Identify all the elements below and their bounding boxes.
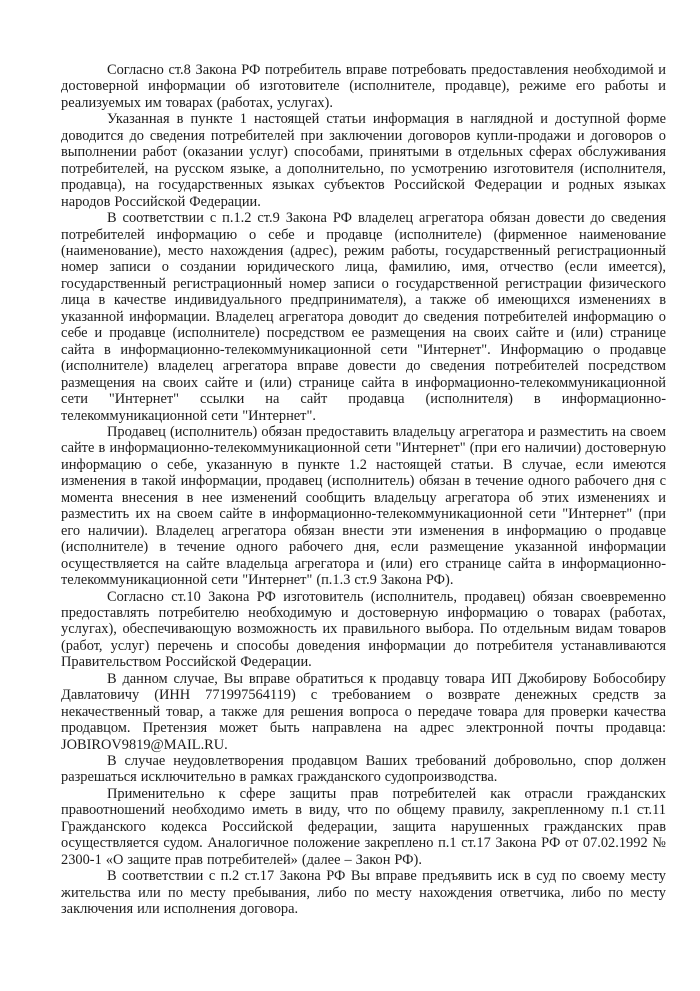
paragraph-law-art17: В соответствии с п.2 ст.17 Закона РФ Вы вправе предъявить иск в суд по своему месту жительства или по месту пребывания, либо по месту нахождения ответчика, либо по месту заключения или исполнения договора. [61,868,666,918]
paragraph-law-art8: Согласно ст.8 Закона РФ потребитель вправе потребовать предоставления необходимой и достоверной информации об изготовителе (исполнителе, продавце), режиме его работы и реализуемых им товарах (работах, услугах). [61,62,666,111]
paragraph-aggregator-duty: В соответствии с п.1.2 ст.9 Закона РФ владелец агрегатора обязан довести до сведения потребителей информацию о себе и продавце (исполнителе) (фирменное наименование (наименование), место нахождения (адрес), режим работы, государственный регистрационный номер записи о создании юридического лица, фамилию, имя, отчество (если имеется), государственный регистрационный номер записи о государственной регистрации физического лица в качестве индивидуального предпринимателя), а также об имеющихся изменениях в указанной информации. Владелец агрегатора доводит до сведения потребителей информацию о себе и продавце (исполнителе) посредством ее размещения на своих сайте и (или) странице сайта в информационно-телекоммуникационной сети "Интернет". Информацию о продавце (исполнителе) владелец агрегатора вправе довести до сведения потребителей посредством размещения на своих сайте и (или) странице сайта в информационно-телекоммуникационной сети "Интернет" ссылки на сайт продавца (исполнителя) в информационно-телекоммуникационной сети "Интернет". [61,210,666,424]
paragraph-law-art10: Согласно ст.10 Закона РФ изготовитель (исполнитель, продавец) обязан своевременно предоставлять потребителю необходимую и достоверную информацию о товарах (работах, услугах), обеспечивающую возможность их правильного выбора. По отдельным видам товаров (работ, услуг) перечень и способы доведения информации до потребителя устанавливаются Правительством Российской Федерации. [61,588,666,671]
paragraph-seller-duty: Продавец (исполнитель) обязан предоставить владельцу агрегатора и разместить на своем сайте в информационно-телекоммуникационной сети "Интернет" (при его наличии) достоверную информацию о себе, указанную в пункте 1.2 настоящей статьи. В случае, если имеются изменения в такой информации, продавец (исполнитель) обязан в течение одного рабочего дня с момента внесения в нее изменений сообщить владельцу агрегатора об этих изменениях и разместить их на своем сайте в информационно-телекоммуникационной сети "Интернет" (при его наличии). Владелец агрегатора обязан внести эти изменения в информацию о продавце (исполнителе) в течение одного рабочего дня, если размещение указанной информации осуществляется на сайте владельца агрегатора и (или) его странице сайта в информационно-телекоммуникационной сети "Интернет" (п.1.3 ст.9 Закона РФ). [61,423,666,589]
paragraph-civil-code: Применительно к сфере защиты прав потребителей как отрасли гражданских правоотношений необходимо иметь в виду, что по общему правилу, закрепленному п.1 ст.11 Гражданского кодекса Российской федерации, защита нарушенных гражданских прав осуществляется судом. Аналогичное положение закреплено п.1 ст.17 Закона РФ от 07.02.1992 № 2300-1 «О защите прав потребителей» (далее – Закон РФ). [61,785,666,868]
paragraph-claim-to-seller: В данном случае, Вы вправе обратиться к продавцу товара ИП Джобирову Бобособиру Давлатовичу (ИНН 771997564119) с требованием о возврате денежных средств за некачественный товар, а также для решения вопроса о передаче товара для проверки качества продавцом. Претензия может быть направлена на адрес электронной почты продавца: JOBIROV9819@MAIL.RU. [61,670,666,753]
paragraph-court-dispute: В случае неудовлетворения продавцом Ваших требований добровольно, спор должен разрешаться исключительно в рамках гражданского судопроизводства. [61,753,666,786]
document-text-block [61,62,666,918]
paragraph-info-form: Указанная в пункте 1 настоящей статьи информация в наглядной и доступной форме доводится до сведения потребителей при заключении договоров купли-продажи и договоров о выполнении работ (оказании услуг) способами, принятыми в отдельных сферах обслуживания потребителей, на русском языке, а дополнительно, по усмотрению изготовителя (исполнителя, продавца), на государственных языках субъектов Российской Федерации и родных языках народов Российской Федерации. [61,111,666,210]
